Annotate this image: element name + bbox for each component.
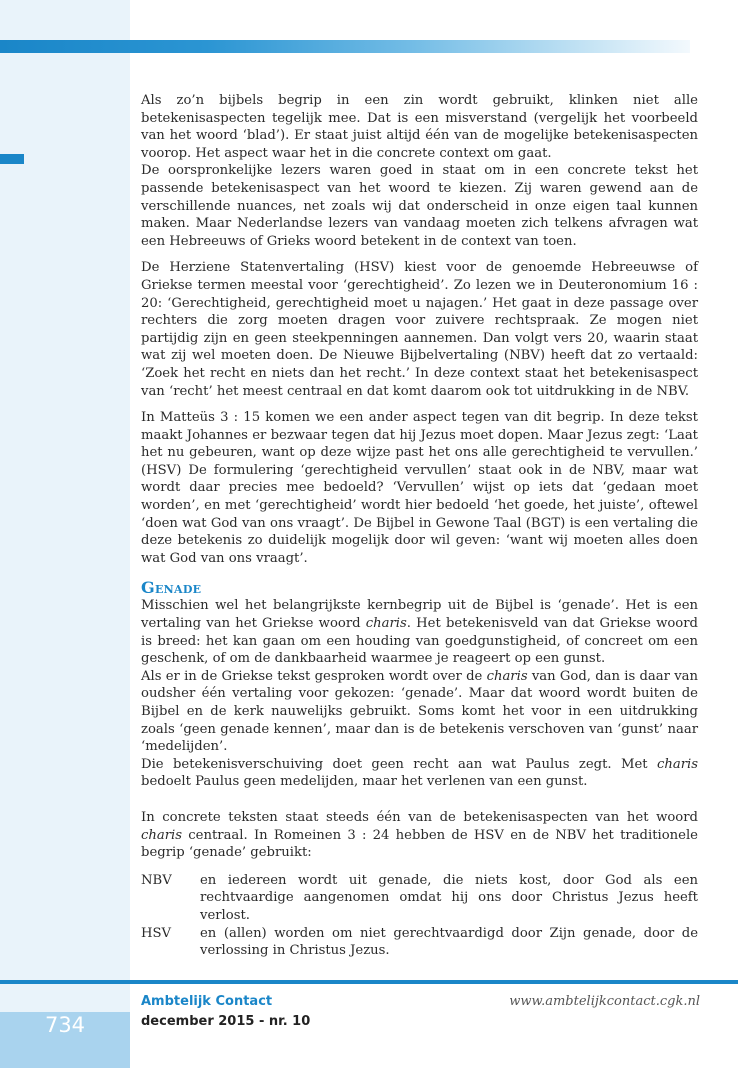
quote-text: en iedereen wordt uit genade, die niets kost, door God als een rechtvaardige aangenomen omdat hij ons door Christus Jezus heeft verlost. [200, 872, 698, 923]
paragraph: In Matteüs 3 : 15 komen we een ander aspect tegen van dit begrip. In deze tekst maakt Johannes er bezwaar tegen dat hij Jezus moet dopen. Maar Jezus zegt: ‘Laat het nu gebeuren, want op deze wijze past het ons alle gerechtigheid te vervullen.’ (HSV) De formulering ‘gerechtigheid vervullen’ staat ook in de NBV, maar wat wordt daar precies mee bedoeld? ‘Vervullen’ wijst op iets dat ‘gedaan moet worden’, en met ‘gerechtigheid’ wordt hier bedoeld ‘het goede, het juiste’, oftewel ‘doen wat God van ons vraagt’. De Bijbel in Gewone Taal (BGT) is een vertaling die deze betekenis zo duidelijk mogelijk door wil geven: ‘want wij moeten alles doen wat God van ons vraagt’. [141, 410, 698, 566]
quote-text: en (allen) worden om niet gerechtvaardigd door Zijn genade, door de verlossing in Christus Jezus. [200, 925, 698, 959]
paragraph: In concrete teksten staat steeds één van de betekenisaspecten van het woord charis centraal. In Romeinen 3 : 24 hebben de HSV en de NBV het traditionele begrip ‘genade’ gebruikt: [141, 809, 698, 861]
quote-label: HSV [141, 925, 172, 941]
paragraph: Die betekenisverschuiving doet geen recht aan wat Paulus zegt. Met charis bedoelt Paulus geen medelijden, maar het verlenen van een gunst. [141, 756, 698, 790]
paragraph: Misschien wel het belangrijkste kernbegrip uit de Bijbel is ‘genade’. Het is een vertaling van het Griekse woord charis. Het betekenisveld van dat Griekse woord is breed: het kan gaan om een houding van goedgunstigheid, of concreet om een geschenk, of om de dankbaarheid waarmee je reageert op een gunst. [141, 598, 698, 667]
top-color-bar [0, 40, 690, 53]
website-link[interactable]: www.ambtelijkcontact.cgk.nl [509, 994, 700, 1009]
side-marker [0, 154, 24, 164]
quote-label: NBV [141, 872, 172, 888]
footer-publication [141, 992, 310, 1032]
issue-info: december 2015 - nr. 10 [141, 1014, 311, 1029]
section-title: Genade [141, 578, 202, 598]
bible-quotes [141, 872, 698, 960]
footer-divider [0, 980, 738, 984]
page-number: 734 [0, 1012, 130, 1068]
paragraph: De Herziene Statenvertaling (HSV) kiest voor de genoemde Hebreeuwse of Griekse termen meestal voor ‘gerechtigheid’. Zo lezen we in Deuteronomium 16 : 20: ‘Gerechtigheid, gerechtigheid moet u najagen.’ Het gaat in deze passage over rechters die zorg moeten dragen voor zuivere rechtspraak. Ze mogen niet partijdig zijn en geen steekpenningen aannemen. Dan volgt vers 20, waarin staat wat zij wel moeten doen. De Nieuwe Bijbelvertaling (NBV) heeft dat zo vertaald: ‘Zoek het recht en niets dan het recht.’ In deze context staat het betekenisaspect van ‘recht’ het meest centraal en dat komt daarom ook tot uitdrukking in de NBV. [141, 260, 698, 399]
paragraph: Als zo’n bijbels begrip in een zin wordt gebruikt, klinken niet alle betekenisaspecten tegelijk mee. Dat is een misverstand (vergelijk het voorbeeld van het woord ‘blad’). Er staat juist altijd één van de mogelijke betekenisaspecten voorop. Het aspect waar het in die concrete context om gaat. [141, 93, 698, 161]
paragraph: De oorspronkelijke lezers waren goed in staat om in een concrete tekst het passende betekenisaspect van het woord te kiezen. Zij waren gewend aan de verschillende nuances, net zoals wij dat onderscheid in onze eigen taal kunnen maken. Maar Nederlandse lezers van vandaag moeten zich telkens afvragen wat een Hebreeuws of Grieks woord betekent in de context van toen. [141, 163, 698, 249]
magazine-title: Ambtelijk Contact [141, 994, 273, 1009]
article-body [141, 92, 698, 960]
quote-row [141, 872, 698, 925]
paragraph: Als er in de Griekse tekst gesproken wordt over de charis van God, dan is daar van oudsher één vertaling voor gekozen: ‘genade’. Maar dat woord wordt buiten de Bijbel en de kerk nauwelijks gebruikt. Soms komt het voor in een uitdrukking zoals ‘geen genade kennen’, maar dan is de betekenis verschoven van ‘gunst’ naar ‘medelijden’. [141, 668, 698, 755]
quote-row [141, 925, 698, 960]
